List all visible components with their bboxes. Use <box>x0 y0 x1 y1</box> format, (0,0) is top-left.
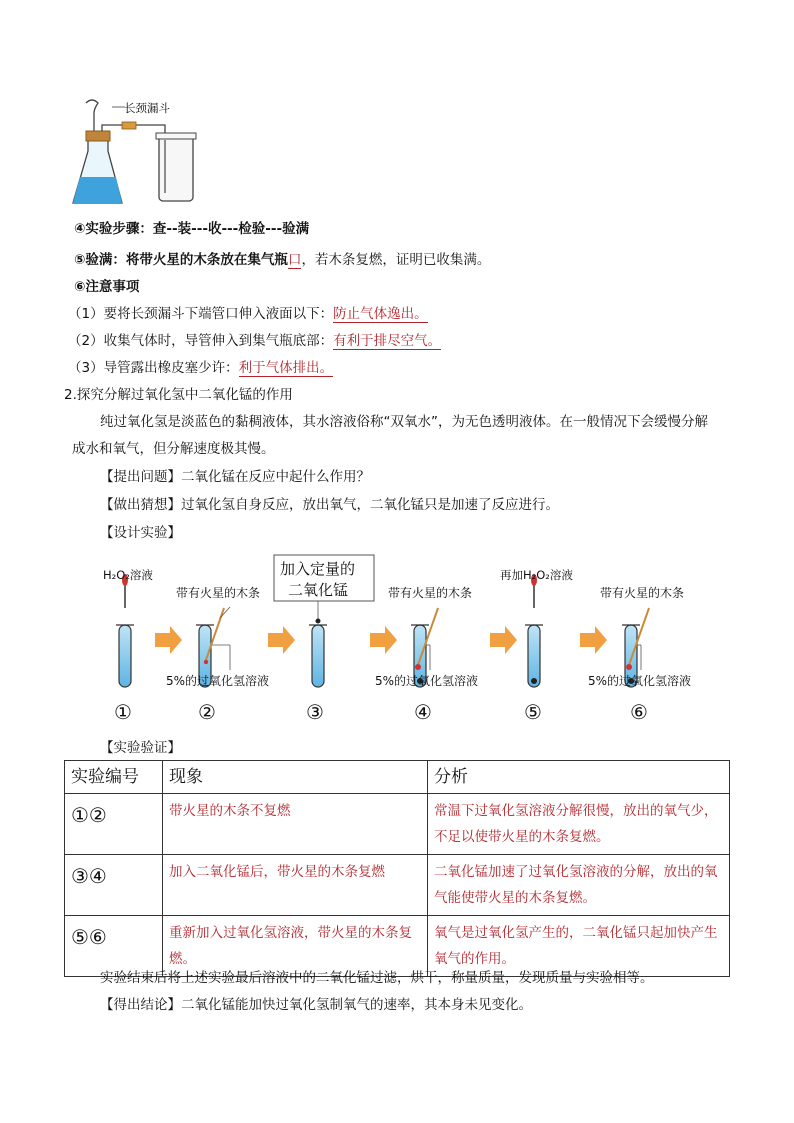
note-2 <box>68 329 441 349</box>
solution-label-3: 5%的过氧化氢溶液 <box>588 674 692 688</box>
solution-label-2: 5%的过氧化氢溶液 <box>375 674 479 688</box>
verify-line <box>74 248 490 268</box>
row-phenomenon: 重新加入过氧化氢溶液，带火星的木条复燃。 <box>163 916 428 977</box>
table-row <box>65 855 730 916</box>
after-experiment-line: 实验结束后将上述实验最后溶液中的二氧化锰过滤，烘干，称量质量，发现质量与实验相等。 <box>100 970 654 986</box>
table-header-row <box>65 761 730 794</box>
step-number-4: ④ <box>414 700 432 724</box>
header-phenomenon: 现象 <box>163 761 428 794</box>
row-analysis: 常温下过氧化氢溶液分解很慢，放出的氧气少，不足以使带火星的木条复燃。 <box>428 794 730 855</box>
verify-prefix: ⑤验满：将带火星的木条放在集气瓶 <box>74 252 288 268</box>
add-h2o2-label: 再加H₂O₂溶液 <box>500 568 573 582</box>
note-3-answer: 利于气体排出。 <box>238 360 334 376</box>
verify-answer: 口 <box>287 252 302 268</box>
row-phenomenon: 带火星的木条不复燃 <box>163 794 428 855</box>
note-2-answer: 有利于排尽空气。 <box>333 333 442 349</box>
note-2-prefix: （2）收集气体时，导管伸入到集气瓶底部： <box>68 333 334 349</box>
note-1-answer: 防止气体逸出。 <box>333 306 428 322</box>
splint-label-2: 带有火星的木条 <box>388 586 473 600</box>
row-id: ③④ <box>65 855 163 916</box>
intro-line-2: 成水和氧气，但分解速度极其慢。 <box>72 441 275 457</box>
section-2-title: 2.探究分解过氧化氢中二氧化锰的作用 <box>64 387 293 403</box>
steps-line: ④实验步骤：查--装---收---检验---验满 <box>74 221 310 237</box>
arrow-5 <box>580 626 607 654</box>
note-1 <box>68 302 428 322</box>
row-analysis: 二氧化锰加速了过氧化氢溶液的分解，放出的氧气能使带火星的木条复燃。 <box>428 855 730 916</box>
step-number-2: ② <box>198 700 216 724</box>
intro-line-1: 纯过氧化氢是淡蓝色的黏稠液体，其水溶液俗称“双氧水”，为无色透明液体。在一般情况下会缓慢分解 <box>100 414 708 430</box>
arrow-4 <box>490 626 517 654</box>
conclusion-line: 【得出结论】二氧化锰能加快过氧化氢制氧气的速率，其本身未见变化。 <box>100 997 532 1013</box>
tube-1 <box>116 574 134 687</box>
tube-5 <box>525 574 543 687</box>
row-analysis: 氧气是过氧化氢产生的，二氧化锰只起加快产生氧气的作用。 <box>428 916 730 977</box>
funnel-label: 长颈漏斗 <box>124 101 170 115</box>
header-id: 实验编号 <box>65 761 163 794</box>
box-line-2: 二氧化锰 <box>288 581 349 599</box>
arrow-3 <box>370 626 397 654</box>
table-row <box>65 794 730 855</box>
arrow-1 <box>155 626 182 654</box>
note-3-prefix: （3）导管露出橡皮塞少许： <box>68 360 239 376</box>
row-id: ⑤⑥ <box>65 916 163 977</box>
header-analysis: 分析 <box>428 761 730 794</box>
verify-suffix: ，若木条复燃，证明已收集满。 <box>301 252 491 268</box>
question-line: 【提出问题】二氧化锰在反应中起什么作用？ <box>100 469 370 485</box>
step-number-1: ① <box>114 700 132 724</box>
verification-line: 【实验验证】 <box>100 740 181 756</box>
arrow-2 <box>268 626 295 654</box>
splint-label-3: 带有火星的木条 <box>600 586 685 600</box>
design-line: 【设计实验】 <box>100 525 181 541</box>
h2o2-label: H₂O₂溶液 <box>103 568 153 582</box>
note-3 <box>68 356 333 376</box>
results-table <box>64 760 730 977</box>
note-1-prefix: （1）要将长颈漏斗下端管口伸入液面以下： <box>68 306 334 322</box>
notes-title: ⑥注意事项 <box>74 279 140 295</box>
row-phenomenon: 加入二氧化锰后，带火星的木条复燃 <box>163 855 428 916</box>
hypothesis-line: 【做出猜想】过氧化氢自身反应，放出氧气，二氧化锰只是加速了反应进行。 <box>100 497 559 513</box>
box-line-1: 加入定量的 <box>280 560 356 578</box>
solution-label-1: 5%的过氧化氢溶液 <box>166 674 270 688</box>
step-number-5: ⑤ <box>524 700 542 724</box>
step-number-3: ③ <box>306 700 324 724</box>
splint-label-1: 带有火星的木条 <box>176 586 261 600</box>
step-number-6: ⑥ <box>630 700 648 724</box>
row-id: ①② <box>65 794 163 855</box>
